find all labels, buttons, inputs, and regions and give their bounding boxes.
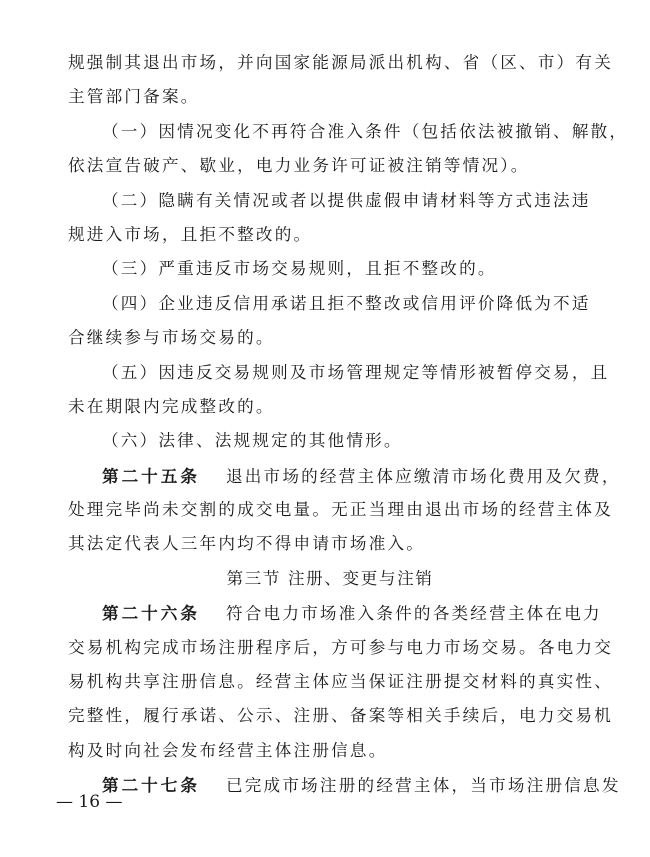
article-number: 第二十六条 [102, 603, 200, 624]
text-line: 依法宣告破产、歇业，电力业务许可证被注销等情况）。 [68, 156, 530, 176]
text-line: 其法定代表人三年内均不得申请市场准入。 [68, 534, 426, 554]
list-item-2: （二）隐瞒有关情况或者以提供虚假申请材料等方式违法违 [102, 190, 591, 210]
list-item-3: （三）严重违反市场交易规则，且拒不整改的。 [102, 259, 497, 279]
article-text: 已完成市场注册的经营主体，当市场注册信息发 [225, 776, 621, 796]
list-item-5: （五）因违反交易规则及市场管理规定等情形被暂停交易，且 [102, 362, 610, 382]
article-27 [68, 768, 621, 802]
text-line: 主管部门备案。 [68, 87, 200, 107]
text-line: 易机构共享注册信息。经营主体应当保证注册提交材料的真实性、 [68, 672, 614, 692]
text-line: 处理完毕尚未交割的成交电量。无正当理由退出市场的经营主体及 [68, 500, 614, 520]
article-number: 第二十五条 [102, 465, 200, 486]
text-line: 完整性，履行承诺、公示、注册、备案等相关手续后，电力交易机 [68, 706, 614, 726]
text-line: 构及时向社会发布经营主体注册信息。 [68, 740, 388, 760]
article-26 [68, 596, 602, 630]
text-line: 合继续参与市场交易的。 [68, 328, 275, 348]
article-25 [68, 459, 621, 493]
text-line: 规进入市场，且拒不整改的。 [68, 224, 313, 244]
document-page [68, 46, 629, 803]
section-title: 第三节 注册、变更与注销 [226, 568, 434, 588]
article-text: 退出市场的经营主体应缴清市场化费用及欠费， [225, 466, 621, 486]
text-line: 规强制其退出市场，并向国家能源局派出机构、省（区、市）有关 [68, 53, 614, 72]
list-item-6: （六）法律、法规规定的其他情形。 [102, 431, 403, 451]
list-item-1: （一）因情况变化不再符合准入条件（包括依法被撤销、解散， [102, 121, 629, 141]
list-item-4: （四）企业违反信用承诺且拒不整改或信用评价降低为不适 [102, 293, 591, 313]
text-line: 交易机构完成市场注册程序后，方可参与电力市场交易。各电力交 [68, 637, 614, 657]
article-text: 符合电力市场准入条件的各类经营主体在电力 [225, 604, 602, 624]
article-number: 第二十七条 [102, 775, 200, 796]
text-line: 未在期限内完成整改的。 [68, 396, 275, 416]
page-number: — 16 — [56, 792, 123, 812]
